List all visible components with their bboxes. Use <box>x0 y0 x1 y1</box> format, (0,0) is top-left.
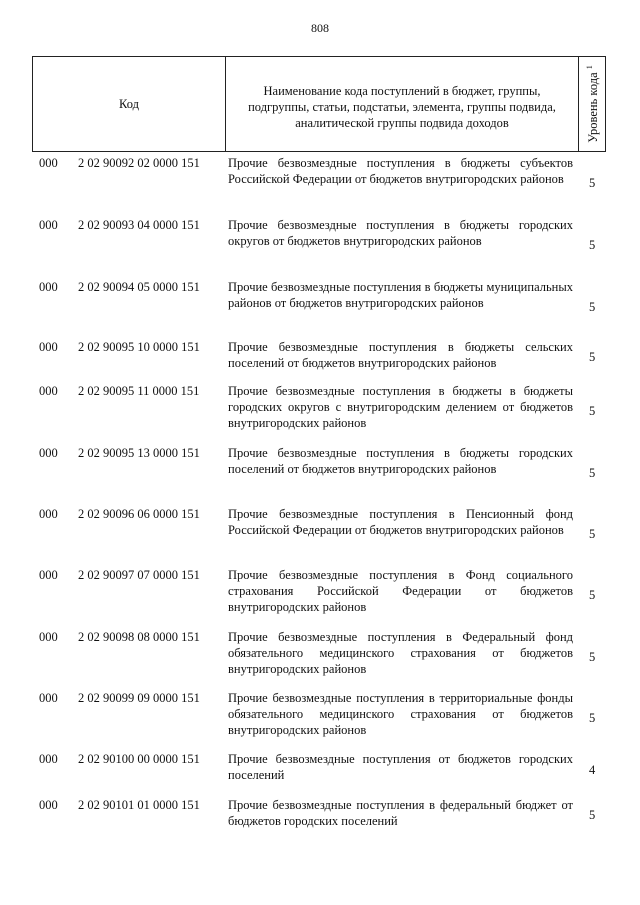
revenue-name: Прочие безвозмездные поступления от бюджетов городских поселений <box>228 752 573 782</box>
header-name-label: Наименование кода поступлений в бюджет, группы, подгруппы, статьи, подстатьи, элемента, группы подвида, аналитической группы подвида доходов <box>248 84 556 130</box>
revenue-name: Прочие безвозмездные поступления в бюджеты муниципальных районов от бюджетов внутригородских районов <box>228 280 573 310</box>
revenue-name: Прочие безвозмездные поступления в бюджеты сельских поселений от бюджетов внутригородских районов <box>228 340 573 370</box>
header-code-cell <box>33 57 226 151</box>
header-level-text: Уровень кода <box>585 72 600 143</box>
revenue-name: Прочие безвозмездные поступления в бюджеты субъектов Российской Федерации от бюджетов внутригородских районов <box>228 156 573 186</box>
revenue-name: Прочие безвозмездные поступления в бюджеты в бюджеты городских округов с внутригородским делением от бюджетов внутригородских районов <box>228 384 573 430</box>
code-level: 5 <box>589 808 596 822</box>
admin-code: 000 <box>39 568 58 582</box>
admin-code: 000 <box>39 752 58 766</box>
admin-code: 000 <box>39 630 58 644</box>
admin-code: 000 <box>39 280 58 294</box>
code-level: 5 <box>589 404 596 418</box>
revenue-name: Прочие безвозмездные поступления в федеральный бюджет от бюджетов городских поселений <box>228 798 573 828</box>
code-level: 5 <box>589 527 596 541</box>
revenue-code: 2 02 90096 06 0000 151 <box>78 507 200 521</box>
admin-code: 000 <box>39 798 58 812</box>
revenue-code: 2 02 90101 01 0000 151 <box>78 798 200 812</box>
admin-code: 000 <box>39 218 58 232</box>
revenue-code: 2 02 90099 09 0000 151 <box>78 691 200 705</box>
admin-code: 000 <box>39 446 58 460</box>
header-level-label <box>584 65 600 143</box>
code-level: 5 <box>589 238 596 252</box>
code-level: 5 <box>589 300 596 314</box>
admin-code: 000 <box>39 384 58 398</box>
header-name-cell <box>226 57 578 151</box>
header-level-cell <box>578 57 606 151</box>
code-level: 5 <box>589 176 596 190</box>
header-code-label: Код <box>119 97 139 111</box>
code-level: 5 <box>589 588 596 602</box>
revenue-name: Прочие безвозмездные поступления в Фонд социального страхования Российской Федерации от бюджетов внутригородских районов <box>228 568 573 614</box>
admin-code: 000 <box>39 507 58 521</box>
revenue-name: Прочие безвозмездные поступления в бюджеты городских округов от бюджетов внутригородских районов <box>228 218 573 248</box>
code-level: 4 <box>589 763 596 777</box>
revenue-code: 2 02 90093 04 0000 151 <box>78 218 200 232</box>
revenue-code: 2 02 90100 00 0000 151 <box>78 752 200 766</box>
code-level: 5 <box>589 711 596 725</box>
revenue-code: 2 02 90094 05 0000 151 <box>78 280 200 294</box>
revenue-code: 2 02 90095 10 0000 151 <box>78 340 200 354</box>
revenue-code: 2 02 90095 11 0000 151 <box>78 384 200 398</box>
revenue-code: 2 02 90098 08 0000 151 <box>78 630 200 644</box>
revenue-name: Прочие безвозмездные поступления в территориальные фонды обязательного медицинского страхования от бюджетов внутригородских районов <box>228 691 573 737</box>
revenue-name: Прочие безвозмездные поступления в бюджеты городских поселений от бюджетов внутригородских районов <box>228 446 573 476</box>
page-number: 808 <box>311 21 329 35</box>
revenue-code: 2 02 90097 07 0000 151 <box>78 568 200 582</box>
header-level-footnote: 1 <box>584 65 594 70</box>
code-level: 5 <box>589 350 596 364</box>
revenue-name: Прочие безвозмездные поступления в Пенсионный фонд Российской Федерации от бюджетов внутригородских районов <box>228 507 573 537</box>
admin-code: 000 <box>39 691 58 705</box>
code-level: 5 <box>589 466 596 480</box>
revenue-code: 2 02 90095 13 0000 151 <box>78 446 200 460</box>
code-level: 5 <box>589 650 596 664</box>
revenue-code: 2 02 90092 02 0000 151 <box>78 156 200 170</box>
admin-code: 000 <box>39 340 58 354</box>
table-header <box>32 56 606 152</box>
admin-code: 000 <box>39 156 58 170</box>
revenue-name: Прочие безвозмездные поступления в Федеральный фонд обязательного медицинского страхования от бюджетов внутригородских районов <box>228 630 573 676</box>
